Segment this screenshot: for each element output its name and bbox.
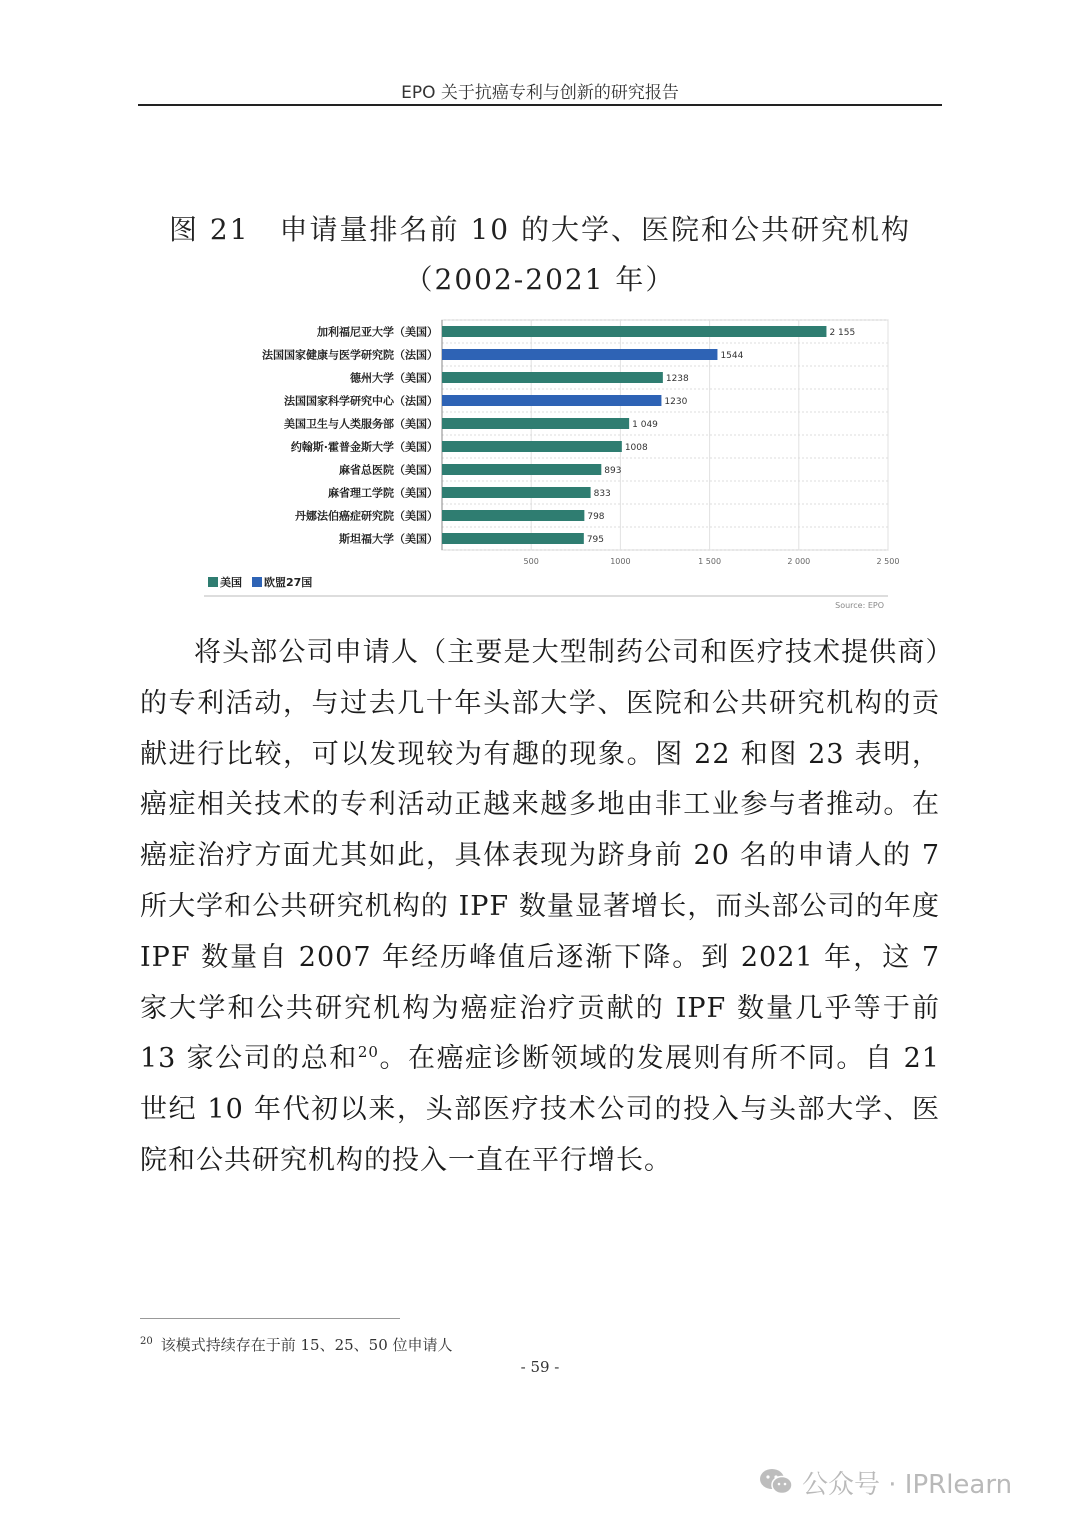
bar: [442, 487, 591, 498]
x-tick-label: 1000: [610, 557, 631, 566]
running-header: EPO 关于抗癌专利与创新的研究报告: [401, 83, 679, 103]
body-paragraph: [140, 628, 940, 1187]
bar-value-label: 795: [586, 535, 605, 545]
legend-label: 欧盟27国: [264, 576, 313, 589]
bar: [442, 349, 717, 360]
bar-value-label: 2 155: [829, 328, 856, 338]
bar-value-label: 1230: [664, 397, 688, 407]
paragraph-text: 将头部公司申请人（主要是大型制药公司和医疗技术提供商）的专利活动，与过去几十年头部大学、医院和公共研究机构的贡献进行比较，可以发现较为有趣的现象。图 22 和图 23 表明，癌症相关技术的专利活动正越来越多地由非工业参与者推动。在癌症治疗方面尤其如此，具体表现为跻身前 20 名的申请人的 7 所大学和公共研究机构的 IPF 数量显著增长，而头部公司的年度 IPF 数量自 2007 年经历峰值后逐渐下降。到 2021 年，这 7 家大学和公共研究机构为癌症治疗贡献的 IPF 数量几乎等于前 13 家公司的总和: [140, 637, 940, 1075]
category-label: 斯坦福大学（美国）: [339, 532, 438, 546]
figure-title-years: （2002-2021 年）: [404, 263, 676, 296]
page-number: - 59 -: [520, 1358, 560, 1376]
bar-value-label: 1544: [720, 351, 744, 361]
watermark-text: 公众号 · IPRlearn: [802, 1469, 1013, 1500]
wechat-icon: [758, 1466, 794, 1498]
legend-label: 美国: [220, 576, 242, 589]
footnote: [140, 1334, 453, 1355]
header-rule: [138, 104, 942, 106]
x-tick-label: 500: [523, 557, 539, 566]
chart-source: Source: EPO: [835, 601, 884, 610]
bar-value-label: 1 049: [632, 420, 658, 430]
bar: [442, 372, 663, 383]
bar-value-label: 833: [593, 489, 611, 499]
bar: [442, 418, 629, 429]
bar-value-label: 1008: [624, 443, 648, 453]
bar: [442, 395, 661, 406]
category-label: 美国卫生与人类服务部（美国）: [284, 417, 438, 431]
category-label: 约翰斯·霍普金斯大学（美国）: [290, 440, 438, 454]
footnote-ref[interactable]: 20: [357, 1043, 379, 1062]
footnote-number: 20: [140, 1336, 153, 1347]
legend-swatch: [208, 577, 218, 587]
category-label: 加利福尼亚大学（美国）: [317, 325, 438, 339]
bar-value-label: 798: [587, 512, 605, 522]
category-label: 法国国家科学研究中心（法国）: [284, 394, 438, 408]
bar: [442, 464, 601, 475]
bar-chart: [196, 314, 900, 614]
bar: [442, 533, 584, 544]
bar-value-label: 1238: [665, 374, 689, 384]
footnote-rule: [140, 1318, 400, 1319]
x-tick-label: 1 500: [698, 557, 722, 566]
x-tick-label: 2 500: [876, 557, 900, 566]
footnote-text: 该模式持续存在于前 15、25、50 位申请人: [160, 1336, 453, 1354]
category-label: 丹娜法伯癌症研究院（美国）: [295, 509, 438, 523]
bar-value-label: 893: [604, 466, 622, 476]
bar: [442, 441, 622, 452]
paragraph-text-end: 。在癌症诊断领域的发展则有所不同。自 21 世纪 10 年代初以来，头部医疗技术公司的投入与头部大学、医院和公共研究机构的投入一直在平行增长。: [140, 1043, 940, 1176]
category-label: 德州大学（美国）: [350, 371, 438, 385]
bar: [442, 510, 584, 521]
legend-swatch: [252, 577, 262, 587]
watermark: [758, 1462, 1012, 1502]
x-tick-label: 2 000: [787, 557, 811, 566]
bar: [442, 326, 826, 337]
body-text: [140, 628, 940, 1187]
category-label: 麻省总医院（美国）: [339, 463, 438, 477]
category-label: 麻省理工学院（美国）: [328, 486, 438, 500]
figure-title: 图 21 申请量排名前 10 的大学、医院和公共研究机构: [169, 213, 911, 246]
category-label: 法国国家健康与医学研究院（法国）: [262, 348, 438, 362]
